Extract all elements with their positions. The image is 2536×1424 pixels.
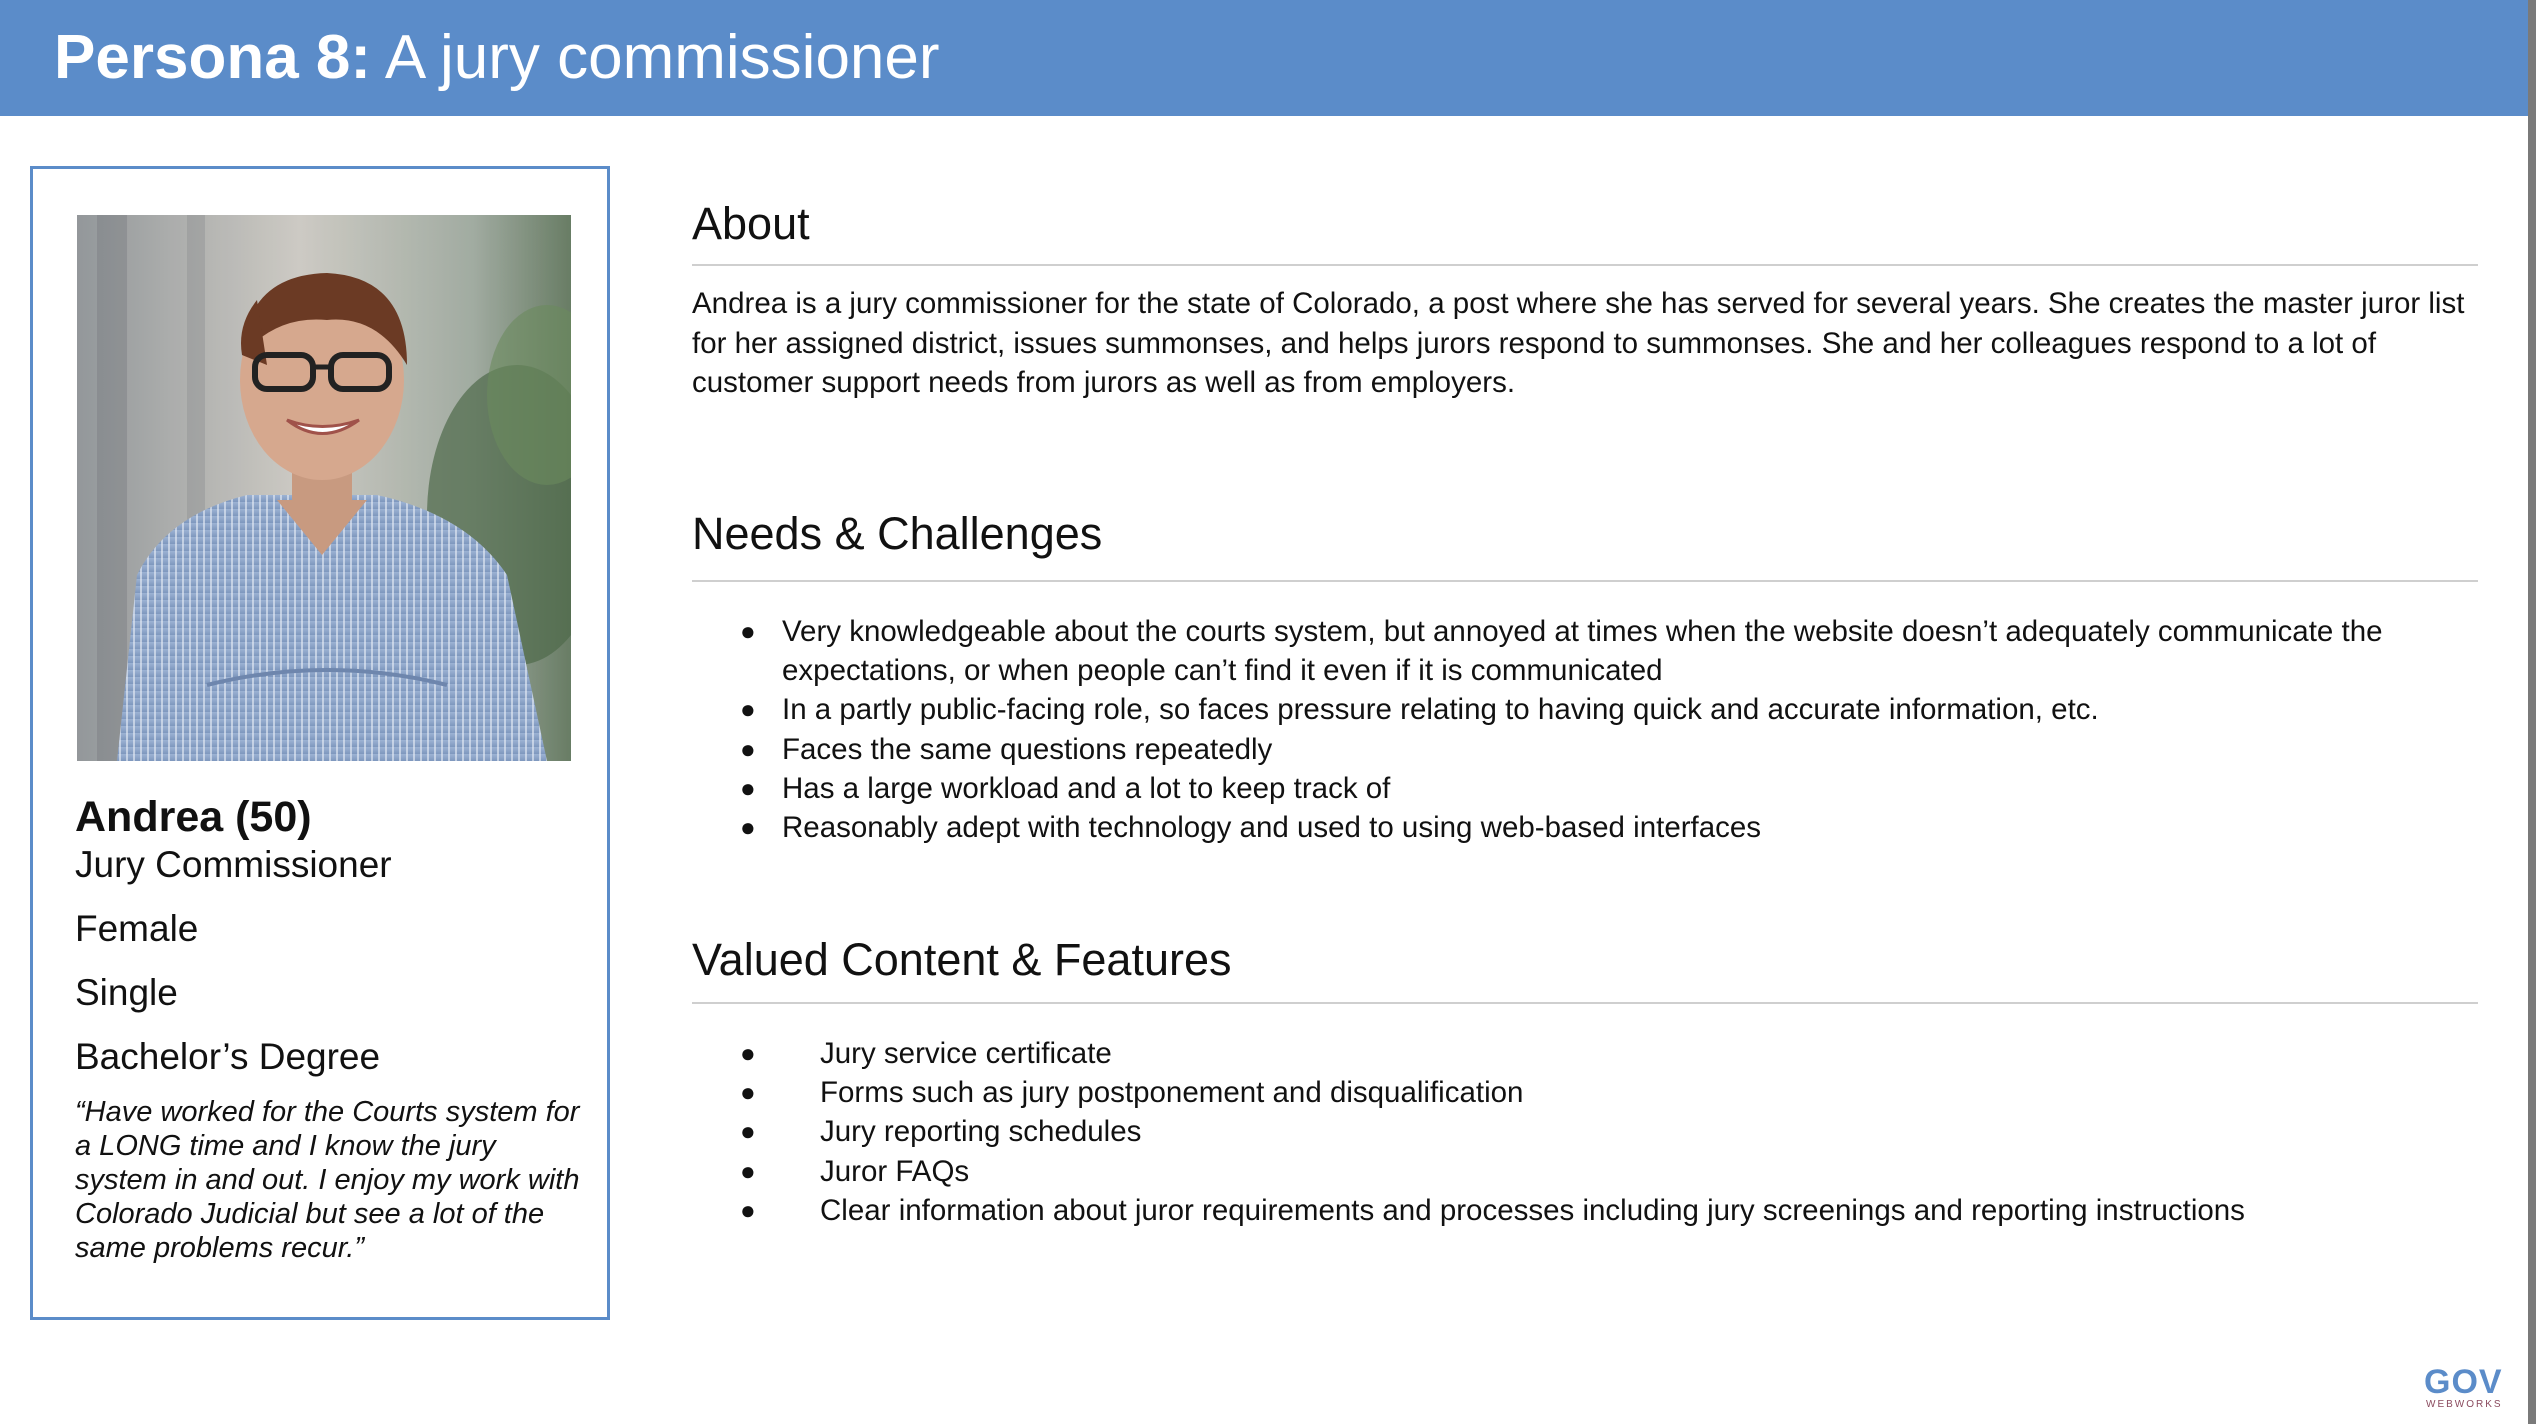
- persona-quote: “Have worked for the Courts system for a LONG time and I know the jury system in and out. I enjoy my work with Colorado Judicial but see a lot of the same problems recur.”: [75, 1096, 580, 1264]
- list-item-text: Clear information about juror requirements and processes including jury screenings and reporting instructions: [820, 1193, 2245, 1227]
- list-item-text: Faces the same questions repeatedly: [782, 732, 1273, 766]
- bullet-icon: ●: [740, 812, 756, 843]
- about-heading: About: [692, 198, 810, 249]
- valued-divider: [692, 1002, 2478, 1004]
- list-item: [740, 1034, 2520, 1073]
- list-item-text: Forms such as jury postponement and disqualification: [820, 1076, 1524, 1110]
- list-item-text: Reasonably adept with technology and used to using web-based interfaces: [782, 811, 1762, 845]
- list-item: [740, 1112, 2520, 1151]
- persona-gender: Female: [75, 908, 199, 949]
- title-persona-role: A jury commissioner: [384, 23, 940, 92]
- needs-list: [740, 612, 2502, 847]
- list-item-text: Jury reporting schedules: [820, 1115, 1142, 1149]
- list-item: [740, 730, 2502, 769]
- list-item: [740, 808, 2502, 847]
- list-item: [740, 612, 2502, 690]
- gov-webworks-logo-icon: [2424, 1364, 2514, 1410]
- valued-heading: Valued Content & Features: [692, 934, 1232, 985]
- list-item-text: Jury service certificate: [820, 1037, 1112, 1070]
- persona-name: Andrea (50): [75, 793, 312, 841]
- logo-wordmark: GOV: [2424, 1363, 2503, 1401]
- list-item: [740, 1073, 2520, 1112]
- list-item: [740, 1191, 2520, 1230]
- portrait-photo-icon: [77, 215, 571, 761]
- list-item-text: Very knowledgeable about the courts system, but annoyed at times when the website doesn’t adequately communicate the expectations, or when people can’t find it even if it is communicated: [782, 615, 2383, 688]
- window-edge: [2528, 0, 2536, 1424]
- bullet-icon: ●: [740, 1116, 756, 1147]
- needs-divider: [692, 580, 2478, 582]
- bullet-icon: ●: [740, 733, 756, 764]
- bullet-icon: ●: [740, 1077, 756, 1108]
- persona-marital-status: Single: [75, 972, 178, 1013]
- title-persona-number: Persona 8:: [54, 23, 372, 92]
- page-title: [54, 18, 940, 98]
- bullet-icon: ●: [740, 616, 756, 646]
- list-item-text: Juror FAQs: [820, 1154, 970, 1188]
- list-item: [740, 769, 2502, 808]
- bullet-icon: ●: [740, 1155, 756, 1186]
- list-item-text: In a partly public-facing role, so faces pressure relating to having quick and accurate information, etc.: [782, 693, 2099, 727]
- list-item: [740, 1152, 2520, 1191]
- persona-role: Jury Commissioner: [75, 844, 392, 885]
- persona-card: [30, 166, 610, 1320]
- list-item: [740, 690, 2502, 729]
- list-item-text: Has a large workload and a lot to keep track of: [782, 771, 1391, 805]
- about-text: Andrea is a jury commissioner for the state of Colorado, a post where she has served for several years. She creates the master juror list for her assigned district, issues summonses, and helps jurors respond to summonses. She and her colleagues respond to a lot of customer support needs from jurors as well as from employers.: [692, 287, 2465, 399]
- bullet-icon: ●: [740, 1038, 756, 1068]
- about-divider: [692, 264, 2478, 266]
- bullet-icon: ●: [740, 694, 756, 725]
- valued-list: [740, 1034, 2520, 1230]
- persona-education: Bachelor’s Degree: [75, 1036, 381, 1077]
- logo-subtext: WEBWORKS: [2426, 1399, 2503, 1410]
- bullet-icon: ●: [740, 1194, 756, 1225]
- needs-heading: Needs & Challenges: [692, 508, 1103, 559]
- bullet-icon: ●: [740, 772, 756, 803]
